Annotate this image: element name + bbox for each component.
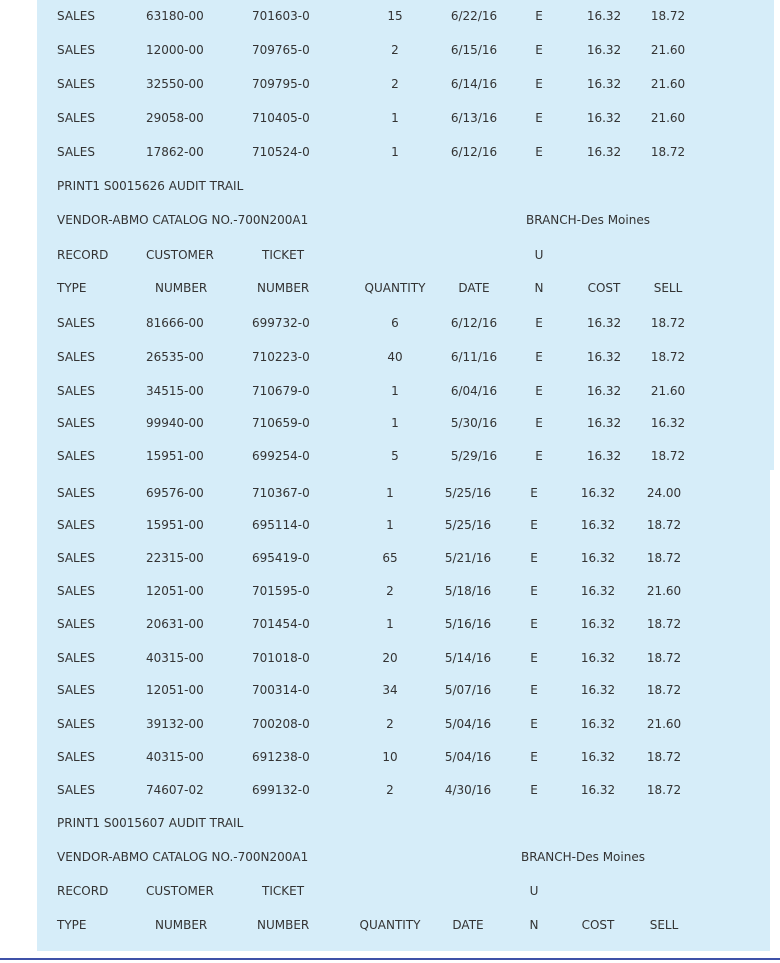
quantity: 1 bbox=[386, 617, 394, 631]
audit-trail-title: PRINT1 S0015607 AUDIT TRAIL bbox=[57, 816, 244, 830]
header-date: DATE bbox=[452, 918, 484, 932]
quantity: 2 bbox=[391, 77, 399, 91]
quantity: 1 bbox=[391, 416, 399, 430]
customer-number: 26535-00 bbox=[146, 350, 204, 364]
header-n: N bbox=[534, 281, 544, 295]
ticket-number: 700208-0 bbox=[252, 717, 310, 731]
record-type: SALES bbox=[57, 518, 95, 532]
customer-number: 39132-00 bbox=[146, 717, 204, 731]
bottom-divider bbox=[0, 958, 780, 960]
ticket-number: 691238-0 bbox=[252, 750, 310, 764]
ticket-number: 699254-0 bbox=[252, 449, 310, 463]
sell: 18.72 bbox=[650, 449, 686, 463]
record-type: SALES bbox=[57, 316, 95, 330]
table-row bbox=[0, 347, 780, 367]
date: 6/13/16 bbox=[450, 111, 498, 125]
customer-number: 17862-00 bbox=[146, 145, 204, 159]
branch-label: BRANCH-Des Moines bbox=[526, 213, 650, 227]
record-type: SALES bbox=[57, 111, 95, 125]
unit-code: E bbox=[530, 551, 538, 565]
table-row bbox=[0, 780, 780, 800]
header-quantity: QUANTITY bbox=[364, 281, 426, 295]
table-row bbox=[0, 108, 780, 128]
customer-number: 63180-00 bbox=[146, 9, 204, 23]
record-type: SALES bbox=[57, 9, 95, 23]
ticket-number: 699732-0 bbox=[252, 316, 310, 330]
branch-label: BRANCH-Des Moines bbox=[521, 850, 645, 864]
header-record: RECORD bbox=[57, 248, 109, 262]
date: 5/18/16 bbox=[444, 584, 492, 598]
sell: 21.60 bbox=[646, 717, 682, 731]
date: 6/04/16 bbox=[450, 384, 498, 398]
unit-code: E bbox=[535, 111, 543, 125]
date: 5/16/16 bbox=[444, 617, 492, 631]
ticket-number: 701595-0 bbox=[252, 584, 310, 598]
quantity: 5 bbox=[391, 449, 399, 463]
ticket-number: 710659-0 bbox=[252, 416, 310, 430]
vendor-catalog: VENDOR-ABMO CATALOG NO.-700N200A1 bbox=[57, 213, 309, 227]
header-ticket: TICKET bbox=[262, 884, 305, 898]
header-cost: COST bbox=[587, 281, 621, 295]
sell: 18.72 bbox=[650, 316, 686, 330]
ticket-number: 710223-0 bbox=[252, 350, 310, 364]
report-panel-bottom bbox=[37, 469, 770, 951]
ticket-number: 695419-0 bbox=[252, 551, 310, 565]
unit-code: E bbox=[535, 384, 543, 398]
ticket-number: 701454-0 bbox=[252, 617, 310, 631]
header-date: DATE bbox=[458, 281, 490, 295]
header-customer: CUSTOMER bbox=[146, 248, 214, 262]
ticket-number: 710524-0 bbox=[252, 145, 310, 159]
sell: 18.72 bbox=[650, 145, 686, 159]
table-row bbox=[0, 515, 780, 535]
date: 6/12/16 bbox=[450, 145, 498, 159]
sell: 18.72 bbox=[646, 617, 682, 631]
table-row bbox=[0, 648, 780, 668]
date: 5/04/16 bbox=[444, 750, 492, 764]
ticket-number: 701018-0 bbox=[252, 651, 310, 665]
table-row bbox=[0, 74, 780, 94]
table-row bbox=[0, 413, 780, 433]
sell: 24.00 bbox=[646, 486, 682, 500]
date: 5/25/16 bbox=[444, 518, 492, 532]
cost: 16.32 bbox=[580, 717, 616, 731]
header-type: TYPE bbox=[57, 281, 87, 295]
customer-number: 12051-00 bbox=[146, 683, 204, 697]
unit-code: E bbox=[535, 145, 543, 159]
record-type: SALES bbox=[57, 584, 95, 598]
table-row bbox=[0, 446, 780, 466]
table-row bbox=[0, 40, 780, 60]
unit-code: E bbox=[530, 683, 538, 697]
record-type: SALES bbox=[57, 551, 95, 565]
customer-number: 69576-00 bbox=[146, 486, 204, 500]
date: 5/07/16 bbox=[444, 683, 492, 697]
record-type: SALES bbox=[57, 651, 95, 665]
quantity: 40 bbox=[387, 350, 403, 364]
unit-code: E bbox=[535, 350, 543, 364]
sell: 18.72 bbox=[646, 750, 682, 764]
unit-code: E bbox=[535, 316, 543, 330]
cost: 16.32 bbox=[580, 683, 616, 697]
date: 6/15/16 bbox=[450, 43, 498, 57]
customer-number: 20631-00 bbox=[146, 617, 204, 631]
quantity: 2 bbox=[391, 43, 399, 57]
ticket-number: 709765-0 bbox=[252, 43, 310, 57]
header-sell: SELL bbox=[653, 281, 683, 295]
table-row bbox=[0, 483, 780, 503]
ticket-number: 710367-0 bbox=[252, 486, 310, 500]
cost: 16.32 bbox=[586, 145, 622, 159]
customer-number: 12000-00 bbox=[146, 43, 204, 57]
table-row bbox=[0, 6, 780, 26]
unit-code: E bbox=[535, 77, 543, 91]
ticket-number: 701603-0 bbox=[252, 9, 310, 23]
print-line bbox=[0, 176, 780, 196]
quantity: 15 bbox=[387, 9, 403, 23]
sell: 16.32 bbox=[650, 416, 686, 430]
record-type: SALES bbox=[57, 145, 95, 159]
customer-number: 15951-00 bbox=[146, 518, 204, 532]
cost: 16.32 bbox=[580, 617, 616, 631]
cost: 16.32 bbox=[586, 111, 622, 125]
customer-number: 12051-00 bbox=[146, 584, 204, 598]
customer-number: 81666-00 bbox=[146, 316, 204, 330]
customer-number: 40315-00 bbox=[146, 651, 204, 665]
unit-code: E bbox=[530, 584, 538, 598]
cost: 16.32 bbox=[580, 783, 616, 797]
table-row bbox=[0, 548, 780, 568]
customer-number: 22315-00 bbox=[146, 551, 204, 565]
table-row bbox=[0, 680, 780, 700]
customer-number: 29058-00 bbox=[146, 111, 204, 125]
customer-number: 40315-00 bbox=[146, 750, 204, 764]
table-row bbox=[0, 581, 780, 601]
cost: 16.32 bbox=[580, 750, 616, 764]
vendor-line bbox=[0, 210, 780, 230]
quantity: 1 bbox=[391, 111, 399, 125]
cost: 16.32 bbox=[586, 449, 622, 463]
vendor-line bbox=[0, 847, 780, 867]
header-ticket: TICKET bbox=[262, 248, 305, 262]
cost: 16.32 bbox=[580, 551, 616, 565]
sell: 21.60 bbox=[650, 111, 686, 125]
header-type: TYPE bbox=[57, 918, 87, 932]
sell: 21.60 bbox=[646, 584, 682, 598]
date: 6/11/16 bbox=[450, 350, 498, 364]
record-type: SALES bbox=[57, 416, 95, 430]
record-type: SALES bbox=[57, 449, 95, 463]
header-n: N bbox=[529, 918, 539, 932]
cost: 16.32 bbox=[580, 651, 616, 665]
customer-number: 32550-00 bbox=[146, 77, 204, 91]
table-row bbox=[0, 142, 780, 162]
record-type: SALES bbox=[57, 750, 95, 764]
customer-number: 99940-00 bbox=[146, 416, 204, 430]
sell: 18.72 bbox=[646, 551, 682, 565]
header-sell: SELL bbox=[649, 918, 679, 932]
unit-code: E bbox=[530, 486, 538, 500]
record-type: SALES bbox=[57, 486, 95, 500]
unit-code: E bbox=[530, 750, 538, 764]
quantity: 10 bbox=[382, 750, 398, 764]
unit-code: E bbox=[535, 9, 543, 23]
quantity: 1 bbox=[386, 486, 394, 500]
record-type: SALES bbox=[57, 77, 95, 91]
date: 6/22/16 bbox=[450, 9, 498, 23]
cost: 16.32 bbox=[586, 9, 622, 23]
record-type: SALES bbox=[57, 617, 95, 631]
quantity: 6 bbox=[391, 316, 399, 330]
quantity: 1 bbox=[391, 384, 399, 398]
date: 5/21/16 bbox=[444, 551, 492, 565]
quantity: 20 bbox=[382, 651, 398, 665]
quantity: 1 bbox=[386, 518, 394, 532]
sell: 18.72 bbox=[646, 518, 682, 532]
cost: 16.32 bbox=[586, 43, 622, 57]
sell: 21.60 bbox=[650, 43, 686, 57]
quantity: 2 bbox=[386, 783, 394, 797]
unit-code: E bbox=[530, 617, 538, 631]
record-type: SALES bbox=[57, 384, 95, 398]
ticket-number: 709795-0 bbox=[252, 77, 310, 91]
record-type: SALES bbox=[57, 683, 95, 697]
header-u: U bbox=[534, 248, 544, 262]
print-line bbox=[0, 813, 780, 833]
ticket-number: 699132-0 bbox=[252, 783, 310, 797]
record-type: SALES bbox=[57, 783, 95, 797]
header-u: U bbox=[529, 884, 539, 898]
table-row bbox=[0, 381, 780, 401]
sell: 18.72 bbox=[646, 783, 682, 797]
date: 6/12/16 bbox=[450, 316, 498, 330]
unit-code: E bbox=[535, 43, 543, 57]
sell: 18.72 bbox=[650, 9, 686, 23]
record-type: SALES bbox=[57, 717, 95, 731]
header-customer: CUSTOMER bbox=[146, 884, 214, 898]
unit-code: E bbox=[530, 783, 538, 797]
unit-code: E bbox=[530, 651, 538, 665]
ticket-number: 710679-0 bbox=[252, 384, 310, 398]
table-row bbox=[0, 313, 780, 333]
cost: 16.32 bbox=[580, 584, 616, 598]
date: 5/14/16 bbox=[444, 651, 492, 665]
column-header-row-1 bbox=[0, 881, 780, 901]
header-quantity: QUANTITY bbox=[359, 918, 421, 932]
header-customer-number: NUMBER bbox=[155, 281, 208, 295]
quantity: 65 bbox=[382, 551, 398, 565]
date: 5/04/16 bbox=[444, 717, 492, 731]
header-ticket-number: NUMBER bbox=[257, 281, 310, 295]
quantity: 2 bbox=[386, 717, 394, 731]
cost: 16.32 bbox=[586, 416, 622, 430]
ticket-number: 700314-0 bbox=[252, 683, 310, 697]
unit-code: E bbox=[535, 416, 543, 430]
customer-number: 15951-00 bbox=[146, 449, 204, 463]
header-record: RECORD bbox=[57, 884, 109, 898]
vendor-catalog: VENDOR-ABMO CATALOG NO.-700N200A1 bbox=[57, 850, 309, 864]
date: 5/29/16 bbox=[450, 449, 498, 463]
customer-number: 34515-00 bbox=[146, 384, 204, 398]
record-type: SALES bbox=[57, 43, 95, 57]
cost: 16.32 bbox=[580, 486, 616, 500]
unit-code: E bbox=[530, 717, 538, 731]
date: 5/25/16 bbox=[444, 486, 492, 500]
table-row bbox=[0, 714, 780, 734]
column-header-row-2 bbox=[0, 278, 780, 298]
cost: 16.32 bbox=[586, 384, 622, 398]
sell: 21.60 bbox=[650, 77, 686, 91]
column-header-row-2 bbox=[0, 915, 780, 935]
sell: 18.72 bbox=[646, 683, 682, 697]
date: 5/30/16 bbox=[450, 416, 498, 430]
unit-code: E bbox=[535, 449, 543, 463]
ticket-number: 710405-0 bbox=[252, 111, 310, 125]
cost: 16.32 bbox=[586, 77, 622, 91]
header-cost: COST bbox=[581, 918, 615, 932]
quantity: 34 bbox=[382, 683, 398, 697]
customer-number: 74607-02 bbox=[146, 783, 204, 797]
unit-code: E bbox=[530, 518, 538, 532]
audit-trail-title: PRINT1 S0015626 AUDIT TRAIL bbox=[57, 179, 244, 193]
date: 4/30/16 bbox=[444, 783, 492, 797]
sell: 18.72 bbox=[646, 651, 682, 665]
date: 6/14/16 bbox=[450, 77, 498, 91]
cost: 16.32 bbox=[580, 518, 616, 532]
column-header-row-1 bbox=[0, 245, 780, 265]
sell: 18.72 bbox=[650, 350, 686, 364]
header-ticket-number: NUMBER bbox=[257, 918, 310, 932]
header-customer-number: NUMBER bbox=[155, 918, 208, 932]
cost: 16.32 bbox=[586, 350, 622, 364]
cost: 16.32 bbox=[586, 316, 622, 330]
sell: 21.60 bbox=[650, 384, 686, 398]
ticket-number: 695114-0 bbox=[252, 518, 310, 532]
table-row bbox=[0, 747, 780, 767]
quantity: 2 bbox=[386, 584, 394, 598]
table-row bbox=[0, 614, 780, 634]
quantity: 1 bbox=[391, 145, 399, 159]
record-type: SALES bbox=[57, 350, 95, 364]
